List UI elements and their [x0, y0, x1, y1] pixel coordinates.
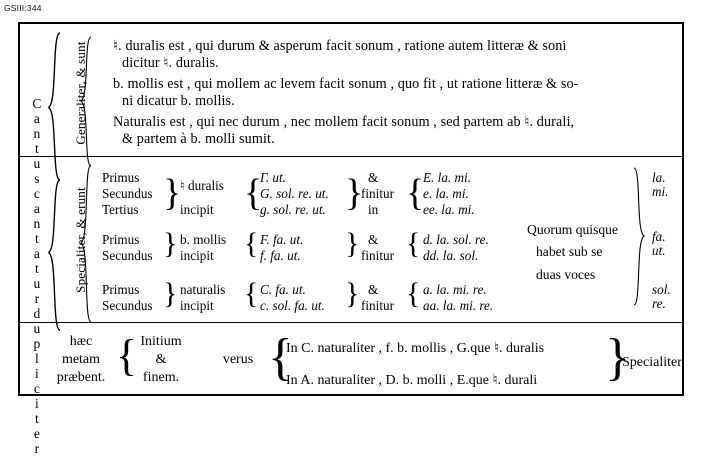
rule-duralis	[113, 38, 668, 72]
corner-reference-label: GSIII:344	[4, 3, 42, 13]
mollis-connector-amp: &	[368, 232, 379, 247]
vlabel-char: u	[33, 156, 41, 171]
duralis-incipit-label: incipit	[180, 202, 214, 217]
initium-brace: {	[116, 331, 138, 380]
mollis-end-1: d. la. sol. re.	[423, 232, 489, 247]
divider-general-special	[20, 156, 682, 157]
duralis-starts-brace-close: }	[345, 172, 364, 214]
mollis-start-2: f. fa. ut.	[260, 248, 301, 263]
rule-mollis-line2: ni dicatur b. mollis.	[122, 93, 235, 109]
vlabel-char: r	[34, 441, 40, 456]
mollis-ordinal-secundus: Secundus	[102, 248, 153, 263]
vlabel-char: l	[34, 351, 40, 366]
vlabel-char: n	[33, 216, 41, 231]
generaliter-text: Generaliter, & sunt	[73, 41, 88, 145]
mollis-starts-brace-close: }	[345, 227, 360, 260]
naturalis-end-1: a. la. mi. re.	[423, 282, 487, 297]
mollis-end-2: dd. la. sol.	[423, 248, 479, 263]
naturalis-ordinal-primus: Primus	[102, 282, 140, 297]
mollis-ordinal-brace: }	[163, 227, 178, 260]
naturalis-incipit-label: incipit	[180, 298, 214, 313]
specialiter-text: Specialiter, & erunt	[73, 187, 88, 293]
initium-line1: Initium	[140, 334, 182, 349]
specialiter-bottom-brace: }	[605, 329, 630, 386]
naturalis-end-2: aa. la. mi. re.	[423, 298, 494, 313]
voces-la: la.	[652, 170, 666, 185]
naturalis-connector-amp: &	[368, 282, 379, 297]
duralis-end-1: E. la. mi.	[423, 170, 471, 185]
vlabel-char: i	[34, 366, 40, 381]
vlabel-char: s	[34, 171, 40, 186]
clause-1: In C. naturaliter , f. b. mollis , G.que ♮. duralis	[286, 341, 545, 356]
vlabel-char: c	[33, 186, 41, 201]
table-frame	[18, 22, 685, 456]
cantus-cantatur-dupliciter-label	[28, 96, 46, 456]
duralis-connector-amp: &	[368, 170, 379, 185]
duralis-ordinal-primus: Primus	[102, 170, 140, 185]
vlabel-char: d	[33, 306, 41, 321]
naturalis-start-2: c. sol. fa. ut.	[260, 298, 325, 313]
generaliter-brace	[80, 36, 92, 168]
duralis-connector-in: in	[368, 202, 379, 217]
vlabel-char: a	[33, 246, 41, 261]
vlabel-char: t	[34, 411, 40, 426]
vlabel-char: t	[34, 231, 40, 246]
vlabel-char: u	[33, 321, 41, 336]
duralis-ordinal-tertius: Tertius	[102, 202, 139, 217]
vlabel-char: u	[33, 276, 41, 291]
rule-duralis-line2: dicitur ♮. duralis.	[122, 55, 219, 71]
duralis-starts-brace-open: {	[244, 172, 263, 214]
duralis-ordinal-brace: }	[163, 172, 182, 214]
table-inner	[20, 24, 685, 456]
vlabel-char: C	[32, 96, 42, 111]
naturalis-ordinal-secundus: Secundus	[102, 298, 153, 313]
naturalis-starts-brace-close: }	[345, 277, 360, 310]
clause-2: In A. naturaliter , D. b. molli , E.que ♮. durali	[286, 373, 538, 388]
duralis-ordinal-secundus: Secundus	[102, 186, 153, 201]
vlabel-char: t	[34, 261, 40, 276]
divider-bottom	[20, 322, 682, 323]
naturalis-ends-brace-open: {	[406, 277, 421, 310]
quorum-quisque-line3: duas voces	[536, 267, 596, 282]
duralis-connector-finitur: finitur	[361, 186, 394, 201]
duralis-start-1: Γ. ut.	[260, 170, 286, 185]
mollis-connector-finitur: finitur	[361, 248, 394, 263]
duralis-mode-label: ♮ duralis	[180, 178, 224, 193]
vlabel-char: e	[33, 426, 41, 441]
duralis-end-2: e. la. mi.	[423, 186, 469, 201]
voces-fa: fa.	[652, 229, 666, 244]
duralis-end-3: ee. la. mi.	[423, 202, 475, 217]
mollis-starts-brace-open: {	[244, 227, 259, 260]
duralis-ends-brace-open: {	[406, 172, 425, 214]
duralis-start-3: g. sol. re. ut.	[260, 202, 326, 217]
quorum-quisque-line2: habet sub se	[536, 244, 603, 259]
mollis-incipit-label: incipit	[180, 248, 214, 263]
quorum-brace	[633, 167, 645, 307]
voces-sol: sol.	[652, 282, 671, 297]
mollis-start-1: F. fa. ut.	[260, 232, 304, 247]
naturalis-starts-brace-open: {	[244, 277, 259, 310]
haec-metam-praebent-line2: metam	[61, 352, 101, 367]
naturalis-start-1: C. fa. ut.	[260, 282, 306, 297]
naturalis-connector-finitur: finitur	[361, 298, 394, 313]
mollis-ordinal-primus: Primus	[102, 232, 140, 247]
haec-metam-praebent-line1: hæc	[69, 334, 93, 349]
vlabel-char: r	[34, 291, 40, 306]
vlabel-char: c	[33, 381, 41, 396]
specialiter-brace	[80, 164, 92, 324]
initium-line2: &	[155, 352, 167, 367]
specialiter-bottom-label: Specialiter.	[622, 355, 685, 370]
vlabel-char: t	[34, 141, 40, 156]
duralis-start-2: G. sol. re. ut.	[260, 186, 329, 201]
voces-mi: mi.	[652, 184, 669, 199]
verus-label: verus	[222, 352, 254, 367]
rule-duralis-line1: ♮. duralis est , qui durum & asperum facit sonum , ratione autem litteræ & soni	[113, 38, 567, 54]
vlabel-char: a	[33, 111, 41, 126]
mollis-ends-brace-open: {	[406, 227, 421, 260]
clauses-brace: {	[268, 329, 293, 386]
quorum-quisque-line1: Quorum quisque	[527, 222, 618, 237]
vlabel-char: a	[33, 201, 41, 216]
rule-naturalis-line1: Naturalis est , qui nec durum , nec mollem facit sonum , sed partem ab ♮. durali,	[113, 114, 575, 130]
vlabel-char: p	[33, 336, 41, 351]
rule-naturalis-line2: & partem à b. molli sumit.	[122, 131, 275, 147]
outer-brace	[47, 32, 61, 332]
vlabel-char: i	[34, 396, 40, 411]
rule-mollis	[113, 76, 668, 110]
haec-metam-praebent-line3: præbent.	[56, 370, 106, 385]
rule-naturalis	[113, 114, 668, 148]
rule-mollis-line1: b. mollis est , qui mollem ac levem facit sonum , quo fit , ut ratione litteræ & so-	[113, 76, 579, 92]
naturalis-ordinal-brace: }	[163, 277, 178, 310]
vlabel-char: n	[33, 126, 41, 141]
naturalis-mode-label: naturalis	[180, 282, 226, 297]
mollis-mode-label: b. mollis	[180, 232, 227, 247]
voces-re: re.	[652, 296, 666, 311]
voces-ut: ut.	[652, 243, 666, 258]
initium-line3: finem.	[142, 370, 180, 385]
